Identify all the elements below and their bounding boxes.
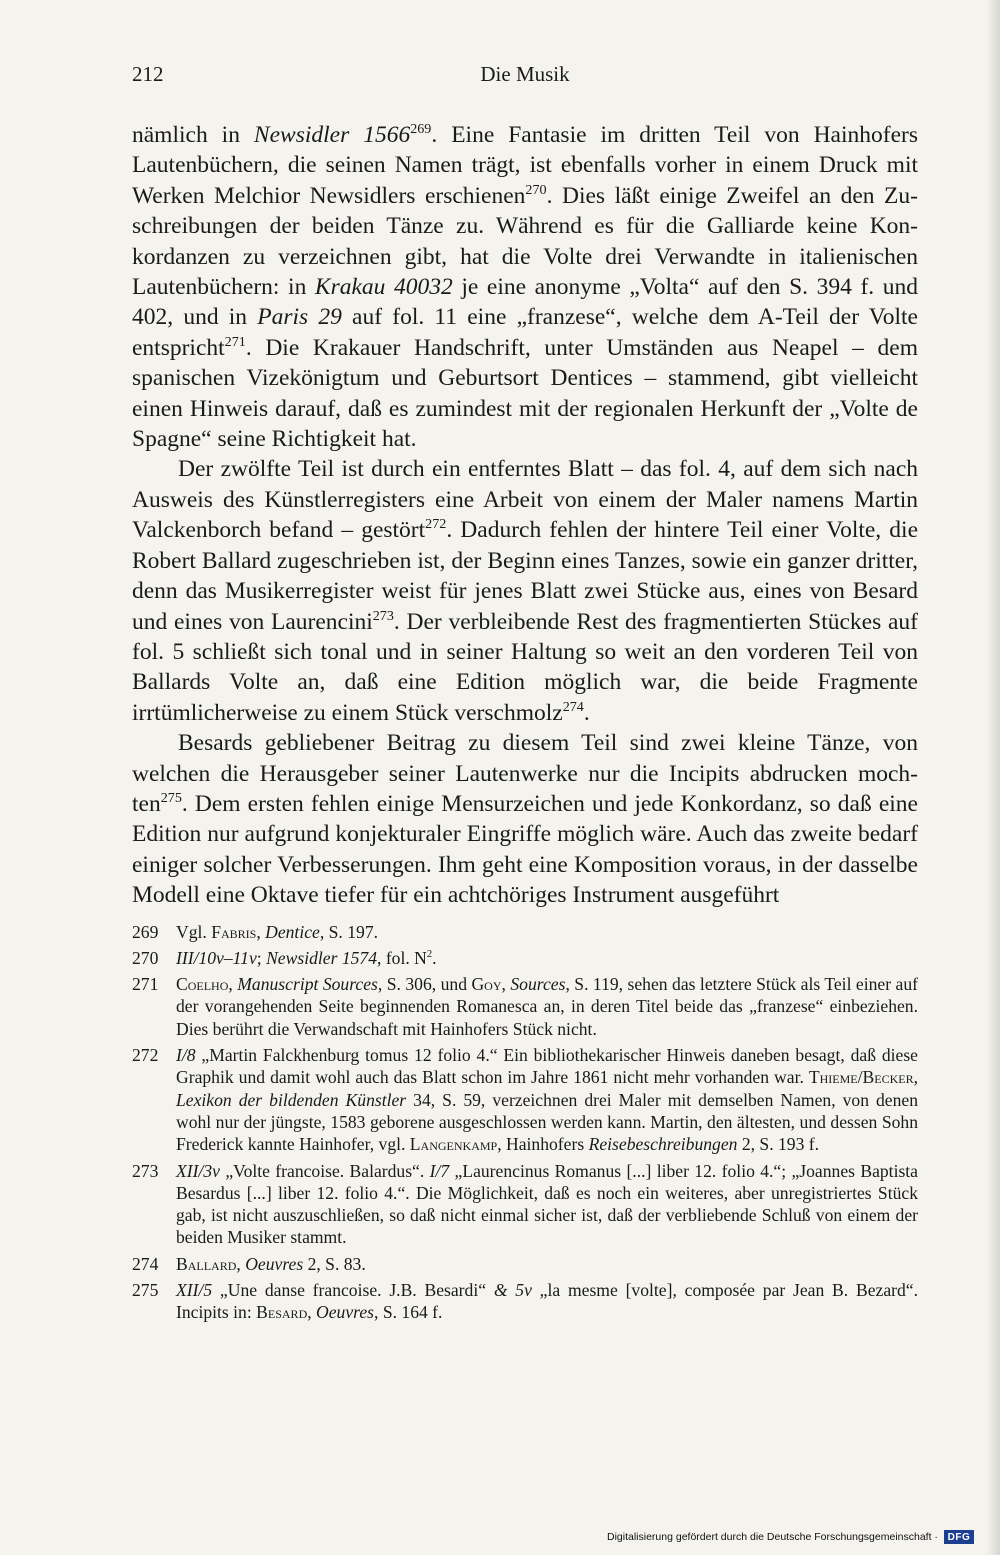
footnote-ref: 2	[426, 949, 433, 960]
page-number: 212	[132, 62, 164, 86]
text-run: . Der verbleibende Rest des fragmentierten Stückes auf fol. 5 schließt sich tonal und in seiner Haltung so weit an den vorderen Teil von Ballards Volte an, daß eine Edition möglich war, die beide Fragmente irrtümlicherweise zu einem Stück verschmolz	[132, 608, 918, 726]
text-run: „Martin Falckhenburg tomus 12 folio 4.“ Ein bibliothekarischer Hinweis daneben besagt, daß diese Graphik und damit wohl auch das Blatt schon im Jahre 1861 nicht mehr vorhanden war.	[176, 1045, 918, 1088]
author-name: Thieme/Becker	[808, 1067, 914, 1088]
text-run: „la mesme [volte], composée par Jean B. Bezard“. Incipits in:	[176, 1280, 918, 1323]
text-run: „Laurencinus Romanus [...] liber 12. folio 4.“; „Joannes Baptista Besardus [...] liber 12. folio 4.“. Die Möglichkeit, daß es noch ein weiteres, aber unregistriertes Stück gab, ist nicht auszuschließen, so daß nicht einmal sicher ist, daß der verbliebende Schluß von einem der beiden Musiker stammt.	[176, 1160, 918, 1248]
italic-text: Manuscript Sources	[237, 974, 378, 995]
text-run: ,	[256, 921, 266, 942]
footnote-ref: 271	[224, 334, 246, 351]
footnote-text	[176, 1253, 918, 1275]
footnote-ref: 272	[425, 516, 447, 533]
footnote	[132, 1160, 918, 1249]
dfg-logo-icon: DFG	[944, 1530, 974, 1544]
text-run: . Dadurch fehlen der hintere Teil einer Volte, die Robert Ballard zugeschrieben ist, der Beginn eines Tanzes, sowie ein ganzer dritter, denn das Musikerregister weist für jenes Blatt zwei Stücke aus, eines von Besard und eines von Laurencini	[132, 517, 918, 635]
footnote-text	[176, 1160, 918, 1249]
italic-text: Sources	[510, 974, 566, 995]
italic-text: III/10v–11v	[176, 947, 257, 968]
italic-text: Dentice	[265, 921, 320, 942]
italic-text: XII/5	[176, 1280, 213, 1301]
footnote	[132, 973, 918, 1040]
page-edge-shadow	[986, 0, 1000, 1555]
text-run: . Dem ersten fehlen einige Mensurzeichen und jede Konkordanz, so daß eine Edition nur aufgrund konjekturaler Eingriffe möglich wäre. Auch das zweite bedarf einiger solcher Verbesserungen. Ihm geht eine Komposition voraus, in der dasselbe Modell eine Oktave tiefer für ein achtchöriges Instrument ausgeführt	[132, 790, 918, 909]
text-run: ,	[307, 1302, 317, 1323]
italic-text: Krakau 40032	[314, 274, 453, 301]
footnotes	[132, 921, 918, 1324]
italic-text: Oeuvres	[245, 1253, 304, 1274]
author-name: Fabris	[211, 921, 257, 942]
italic-text: Newsidler 1566	[253, 122, 411, 148]
text-run: 2, S. 193 f.	[737, 1134, 820, 1155]
footnote	[132, 947, 918, 969]
paragraph-1	[132, 120, 918, 454]
italic-text: Newsidler 1574	[266, 947, 378, 968]
italic-text: Paris 29	[257, 304, 342, 331]
paragraph-3	[132, 728, 918, 910]
footnote-number: 270	[132, 947, 159, 968]
footnote-number: 272	[132, 1045, 159, 1066]
text-run: , S. 164 f.	[374, 1302, 443, 1323]
text-run: ;	[256, 947, 267, 968]
italic-text: Lexikon der bildenden Künstler	[176, 1089, 407, 1110]
footnote-text	[176, 1279, 918, 1324]
author-name: Coelho	[176, 974, 229, 995]
italic-text: Reisebeschreibungen	[588, 1134, 738, 1155]
footnote-number: 275	[132, 1280, 159, 1301]
text-run: .	[583, 699, 590, 726]
text-run: . Die Krakauer Handschrift, unter Umständen aus Neapel – dem spanischen Vizekönigtum und Geburtsort Dentices – stammend, gibt vielleicht einen Hinweis darauf, daß es zumindest mit der regionalen Herkunft der „Volte de Spagne“ seine Richtigkeit hat.	[132, 334, 918, 453]
footnote-number: 269	[132, 921, 159, 942]
footnote-ref: 275	[160, 790, 182, 807]
italic-text: Oeuvres	[316, 1302, 375, 1323]
text-run: nämlich in	[132, 122, 254, 148]
footnote-number: 273	[132, 1160, 159, 1181]
text-run: Besards gebliebener Beitrag zu diesem Teil sind zwei kleine Tänze, von welchen die Herausgeber seiner Lautenwerke nur die Incipits abdrucken mochten	[132, 730, 918, 817]
text-run: Der zwölfte Teil ist durch ein entferntes Blatt – das fol. 4, auf dem sich nach Ausweis des Künstlerregisters eine Arbeit von einem der Maler namens Martin Valckenborch befand – gestört	[132, 456, 918, 544]
text-run: , S. 197.	[319, 921, 379, 942]
text-run: , S. 306, und	[377, 974, 472, 995]
running-head	[132, 62, 918, 94]
text-run: , fol. N	[377, 947, 427, 968]
footnote	[132, 1253, 918, 1275]
italic-text: I/7	[429, 1160, 450, 1181]
footnote	[132, 1044, 918, 1155]
text-run: . Eine Fantasie im dritten Teil von Hainhofers Lautenbüchern, die seinen Namen trägt, ist ebenfalls vorher in einem Druck mit Werken Melchior Newsidlers erschienen	[132, 122, 918, 209]
text-run: , Hainhofers	[497, 1134, 589, 1155]
text-run: „Volte francoise. Balardus“.	[219, 1160, 430, 1181]
main-text	[132, 120, 918, 911]
text-run: je eine anonyme „Volta“ auf den S. 394 f. und 402, und in	[132, 274, 918, 331]
digitization-credit	[607, 1528, 974, 1546]
text-run: „Une danse francoise. J.B. Besardi“	[212, 1280, 494, 1301]
text-run: . Dies läßt einige Zweifel an den Zuschreibungen der beiden Tänze zu. Während es für die Galliarde keine Konkordanzen zu verzeichnen gibt, hat die Volte drei Verwandte in italienischen Lautenbüchern: in	[132, 182, 918, 301]
italic-text: & 5v	[493, 1280, 532, 1301]
text-run: ,	[501, 974, 511, 995]
footnote	[132, 921, 918, 943]
text-run: auf fol. 11 eine „franzese“, welche dem A-Teil der Volte entspricht	[132, 304, 918, 361]
footnote-number: 274	[132, 1253, 159, 1274]
text-run: 34, S. 59, verzeichnen drei Maler mit demselben Namen, von denen wohl nur der jüngste, 1583 geborene ausgeschlossen werden kann. Martin, den ältesten, und dessen Sohn Frederick kannte Hainhofer, vgl.	[176, 1089, 919, 1155]
author-name: Ballard	[176, 1253, 237, 1274]
footnote-text	[176, 921, 918, 943]
author-name: Goy	[471, 974, 502, 995]
running-title: Die Musik	[480, 62, 570, 86]
footnote-ref: 273	[372, 607, 394, 624]
text-run: ,	[913, 1067, 918, 1088]
author-name: Besard	[256, 1302, 308, 1323]
italic-text: XII/3v	[176, 1160, 220, 1181]
footnote-ref: 269	[410, 121, 432, 138]
author-name: Langenkamp	[409, 1134, 498, 1155]
footnote-ref: 274	[562, 698, 584, 715]
footnote-text	[176, 947, 918, 969]
footnote-number: 271	[132, 974, 159, 995]
paragraph-2	[132, 454, 918, 728]
book-page	[132, 62, 918, 1328]
credit-text: Digitalisierung gefördert durch die Deutsche Forschungsgemeinschaft ·	[607, 1531, 938, 1543]
text-run: .	[432, 947, 437, 968]
footnote	[132, 1279, 918, 1324]
text-run: 2, S. 83.	[303, 1253, 366, 1274]
text-run: ,	[236, 1253, 246, 1274]
text-run: Vgl.	[176, 921, 212, 942]
text-run: , S. 119, sehen das letztere Stück als Teil einer auf der vorangehenden Seite beginnenden Romanesca an, in deren Titel beide das „franzese“ einbeziehen. Dies berührt die Verwandschaft mit Hainhofers Stück nicht.	[176, 974, 918, 1039]
text-run: ,	[228, 974, 238, 995]
footnote-text	[176, 973, 918, 1040]
footnote-text	[176, 1044, 918, 1155]
footnote-ref: 270	[525, 181, 547, 198]
italic-text: I/8	[176, 1045, 196, 1066]
